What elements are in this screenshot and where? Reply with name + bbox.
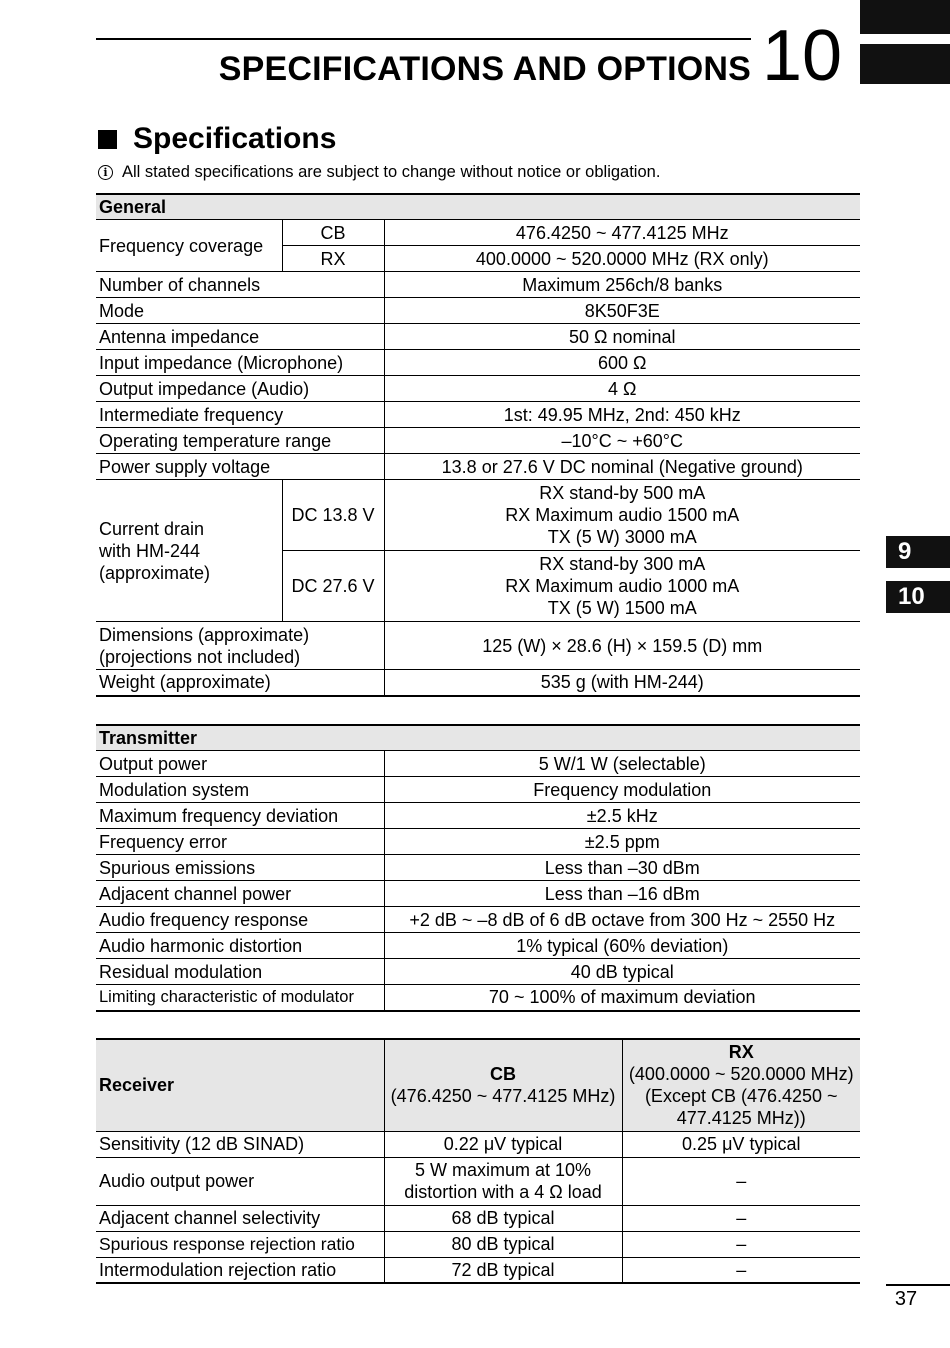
spec-label: Modulation system [96, 777, 384, 803]
spec-label: Frequency coverage [96, 220, 282, 272]
chapter-title: SPECIFICATIONS AND OPTIONS [218, 50, 751, 88]
table-row [96, 855, 860, 881]
spec-value-line: TX (5 W) 3000 mA [547, 527, 697, 547]
spec-value: Maximum 256ch/8 banks [384, 272, 860, 298]
spec-label: Antenna impedance [96, 324, 384, 350]
table-row [96, 350, 860, 376]
table-header: Transmitter [96, 725, 860, 751]
spec-value [384, 480, 860, 551]
spec-value: 13.8 or 27.6 V DC nominal (Negative ground) [384, 454, 860, 480]
spec-label-line: Current drain [99, 518, 205, 539]
table-row [96, 1157, 860, 1205]
table-row [96, 959, 860, 985]
cb-value: 68 dB typical [384, 1205, 622, 1231]
table-row [96, 777, 860, 803]
table-row [96, 670, 860, 696]
spec-value: Less than –16 dBm [384, 881, 860, 907]
spec-label: Frequency error [96, 829, 384, 855]
table-row [96, 829, 860, 855]
spec-value: Less than –30 dBm [384, 855, 860, 881]
spec-value-line: RX Maximum audio 1000 mA [505, 576, 740, 596]
spec-value: 600 Ω [384, 350, 860, 376]
spec-label: Power supply voltage [96, 454, 384, 480]
spec-label: Audio output power [96, 1157, 384, 1205]
table-row [96, 376, 860, 402]
cb-value-line: distortion with a 4 Ω load [404, 1182, 602, 1202]
spec-value-line: RX stand-by 500 mA [539, 483, 706, 503]
table-header: Receiver [96, 1039, 384, 1131]
chapter-number: 10 [762, 16, 843, 96]
rx-value: – [622, 1257, 860, 1283]
spec-label: Audio harmonic distortion [96, 933, 384, 959]
rx-column-header [622, 1039, 860, 1131]
table-row [96, 803, 860, 829]
rx-value: – [622, 1157, 860, 1205]
section-heading-text: Specifications [133, 122, 337, 155]
spec-label: Residual modulation [96, 959, 384, 985]
square-bullet-icon [98, 130, 117, 149]
table-header-row [96, 194, 860, 220]
spec-value: 1st: 49.95 MHz, 2nd: 450 kHz [384, 402, 860, 428]
info-circle-icon: i [98, 165, 113, 180]
spec-label: Limiting characteristic of modulator [96, 985, 384, 1011]
spec-value: 70 ~ 100% of maximum deviation [384, 985, 860, 1011]
spec-sublabel: RX [282, 246, 384, 272]
footer-rule [886, 1284, 950, 1286]
spec-value: Frequency modulation [384, 777, 860, 803]
table-row [96, 220, 860, 246]
spec-value-line: RX Maximum audio 1500 mA [505, 505, 740, 525]
table-row [96, 751, 860, 777]
spec-label: Output impedance (Audio) [96, 376, 384, 402]
cb-value: 72 dB typical [384, 1257, 622, 1283]
spec-value: 1% typical (60% deviation) [384, 933, 860, 959]
spec-note [98, 163, 660, 182]
spec-label-line: with HM-244 [99, 540, 201, 561]
table-row [96, 985, 860, 1011]
spec-label [96, 622, 384, 670]
chapter-tab-marker [860, 44, 950, 84]
table-header: General [96, 194, 860, 220]
spec-value-line: RX stand-by 300 mA [539, 554, 706, 574]
spec-label: Maximum frequency deviation [96, 803, 384, 829]
table-row [96, 480, 860, 551]
table-row [96, 622, 860, 670]
spec-label-line: (approximate) [99, 562, 211, 583]
spec-value: 476.4250 ~ 477.4125 MHz [384, 220, 860, 246]
general-spec-table [96, 193, 860, 697]
spec-value: 125 (W) × 28.6 (H) × 159.5 (D) mm [384, 622, 860, 670]
table-row [96, 454, 860, 480]
spec-label: Spurious response rejection ratio [96, 1231, 384, 1257]
transmitter-spec-table [96, 724, 860, 1012]
spec-sublabel: DC 13.8 V [282, 480, 384, 551]
cb-column-header [384, 1039, 622, 1131]
table-row [96, 428, 860, 454]
page-number: 37 [894, 1288, 918, 1310]
table-header-row [96, 1039, 860, 1131]
chapter-tab-10[interactable]: 10 [886, 581, 950, 613]
section-heading [98, 122, 336, 156]
table-header-row [96, 725, 860, 751]
rx-value: 0.25 μV typical [622, 1131, 860, 1157]
spec-label: Audio frequency response [96, 907, 384, 933]
table-row [96, 933, 860, 959]
header-rule [96, 38, 751, 40]
rx-column-except: 477.4125 MHz)) [676, 1108, 806, 1129]
table-row [96, 881, 860, 907]
spec-value [384, 551, 860, 622]
cb-column-range: (476.4250 ~ 477.4125 MHz) [390, 1086, 616, 1107]
table-row [96, 1231, 860, 1257]
spec-value: ±2.5 kHz [384, 803, 860, 829]
cb-value [384, 1157, 622, 1205]
spec-label: Number of channels [96, 272, 384, 298]
cb-value-line: 5 W maximum at 10% [414, 1160, 592, 1180]
spec-value: 50 Ω nominal [384, 324, 860, 350]
spec-value: +2 dB ~ –8 dB of 6 dB octave from 300 Hz ~ 2550 Hz [384, 907, 860, 933]
table-row [96, 272, 860, 298]
cb-value: 0.22 μV typical [384, 1131, 622, 1157]
spec-label: Input impedance (Microphone) [96, 350, 384, 376]
table-row [96, 1205, 860, 1231]
table-row [96, 402, 860, 428]
chapter-tab-9[interactable]: 9 [886, 536, 950, 568]
rx-value: – [622, 1231, 860, 1257]
spec-value: –10°C ~ +60°C [384, 428, 860, 454]
table-row [96, 324, 860, 350]
spec-label [96, 480, 282, 622]
spec-value: 8K50F3E [384, 298, 860, 324]
rx-column-title: RX [728, 1042, 754, 1063]
cb-column-title: CB [490, 1064, 516, 1085]
spec-value-line: TX (5 W) 1500 mA [547, 598, 697, 618]
spec-label: Intermodulation rejection ratio [96, 1257, 384, 1283]
cb-value: 80 dB typical [384, 1231, 622, 1257]
table-row [96, 1257, 860, 1283]
spec-label-line: (projections not included) [99, 646, 301, 667]
spec-value: ±2.5 ppm [384, 829, 860, 855]
receiver-spec-table [96, 1038, 860, 1284]
spec-value: 5 W/1 W (selectable) [384, 751, 860, 777]
spec-label: Mode [96, 298, 384, 324]
chapter-tab-marker [860, 0, 950, 34]
spec-label: Spurious emissions [96, 855, 384, 881]
spec-label: Sensitivity (12 dB SINAD) [96, 1131, 384, 1157]
spec-label: Output power [96, 751, 384, 777]
rx-column-range: (400.0000 ~ 520.0000 MHz) [628, 1064, 854, 1085]
spec-label: Adjacent channel selectivity [96, 1205, 384, 1231]
spec-label-line: Dimensions (approximate) [99, 624, 310, 645]
spec-sublabel: DC 27.6 V [282, 551, 384, 622]
spec-label: Adjacent channel power [96, 881, 384, 907]
spec-label: Weight (approximate) [96, 670, 384, 696]
spec-value: 4 Ω [384, 376, 860, 402]
spec-value: 400.0000 ~ 520.0000 MHz (RX only) [384, 246, 860, 272]
spec-value: 535 g (with HM-244) [384, 670, 860, 696]
spec-value: 40 dB typical [384, 959, 860, 985]
table-row [96, 1131, 860, 1157]
rx-column-except: (Except CB (476.4250 ~ [644, 1086, 838, 1107]
spec-sublabel: CB [282, 220, 384, 246]
rx-value: – [622, 1205, 860, 1231]
table-row [96, 298, 860, 324]
spec-label: Intermediate frequency [96, 402, 384, 428]
spec-label: Operating temperature range [96, 428, 384, 454]
spec-note-text: All stated specifications are subject to change without notice or obligation. [122, 163, 661, 181]
table-row [96, 907, 860, 933]
